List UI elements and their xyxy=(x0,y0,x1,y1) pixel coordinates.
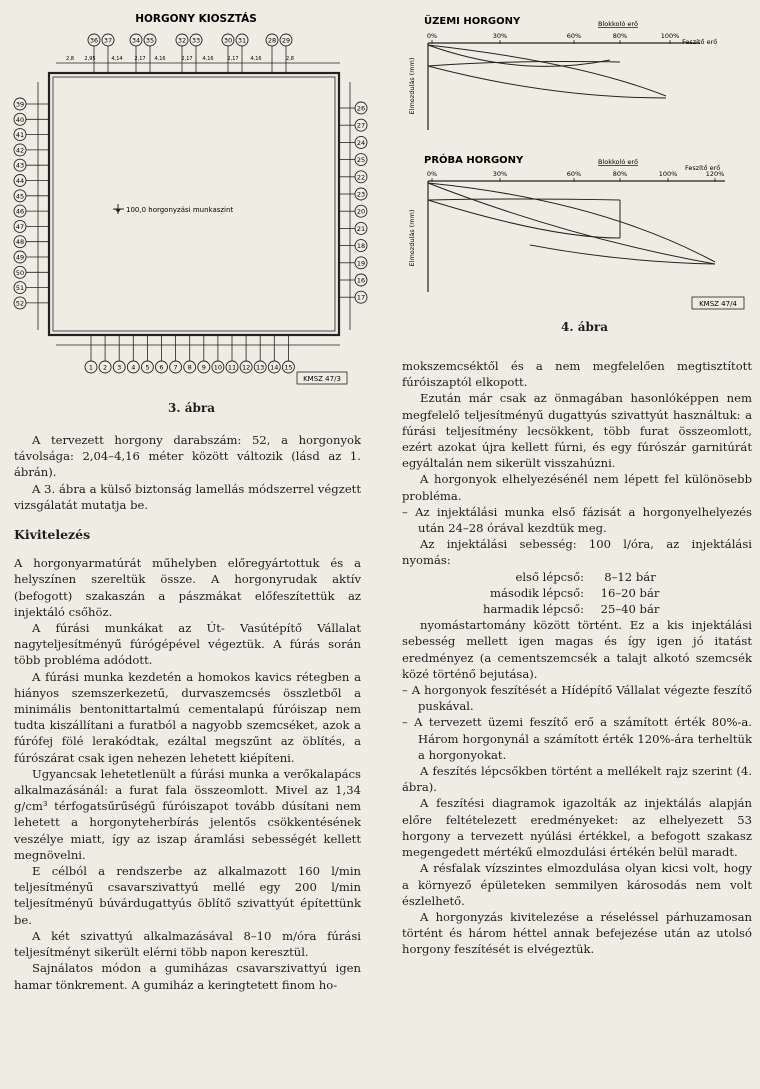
anchor-number-label: 15 xyxy=(284,363,293,372)
anchor-number-label: 26 xyxy=(356,104,366,113)
anchor-number-label: 14 xyxy=(270,363,279,372)
anchor-number-label: 13 xyxy=(256,363,265,372)
spacing-label: 2,8 xyxy=(286,56,294,62)
anchor-number-label: 50 xyxy=(15,268,25,277)
tick-label: 0% xyxy=(426,32,438,40)
left-text-column xyxy=(14,432,361,993)
anchor-number-label: 18 xyxy=(356,242,366,251)
tick-label: 80% xyxy=(612,170,628,178)
figure-4-code: KMSZ 47/4 xyxy=(699,300,737,308)
upper-diagram-title: ÜZEMI HORGONY xyxy=(424,16,521,27)
spacing-label: 2,8 xyxy=(66,56,74,62)
figure-3-title: HORGONY KIOSZTÁS xyxy=(135,13,257,25)
tick-label: 0% xyxy=(426,170,438,178)
datum-level-label: 100,0 horgonyzási munkaszint xyxy=(126,206,234,214)
figure-3-anchor-layout xyxy=(0,0,380,395)
paragraph: A résfalak vízszintes elmozdulása olyan kicsi volt, hogy a környező épületeken semmilyen károsodás nem volt észlelhető. xyxy=(402,861,752,908)
pressure-steps-list xyxy=(454,569,752,618)
anchor-number-label: 46 xyxy=(15,207,25,216)
paragraph: A feszítési diagramok igazolták az injektálás alapján előre feltételezett eredményeket: az elhelyezett 53 horgony a tervezett nyúlási értékkel, a befogott szakasz megengedett mértékű elmozdulási értékén belül maradt. xyxy=(402,796,752,860)
anchor-number-label: 34 xyxy=(131,36,141,45)
paragraph: mokszemcséktől és a nem megfelelően megtisztított fúróiszaptól elkopott. xyxy=(402,359,752,390)
spacing-label: 4,14 xyxy=(111,56,123,62)
paragraph: A feszítés lépcsőkben történt a mellékelt rajz szerint (4. ábra). xyxy=(402,764,752,795)
paragraph: A fúrási munkákat az Út- Vasútépítő Vállalat nagyteljesítményű fúrógépével végeztük. A fúrás során több probléma adódott. xyxy=(14,621,361,668)
anchor-number-label: 42 xyxy=(15,146,25,155)
paragraph: A tervezett horgony darabszám: 52, a horgonyok távolsága: 2,04–4,16 méter között változik (lásd az 1. ábrán). xyxy=(14,433,361,480)
tick-label: 30% xyxy=(492,170,508,178)
figure-4-tensioning-diagrams xyxy=(380,0,760,330)
right-text-column xyxy=(402,358,752,958)
anchor-number-label: 17 xyxy=(356,293,366,302)
tick-label: 60% xyxy=(566,32,582,40)
anchor-number-label: 10 xyxy=(213,363,223,372)
anchor-number-label: 12 xyxy=(241,363,251,372)
lower-y-axis-label: Elmozdulás (mm) xyxy=(408,209,416,267)
paragraph: A horgonyok elhelyezésénél nem lépett fel különösebb probléma. xyxy=(402,472,752,503)
section-heading: Kivitelezés xyxy=(14,527,91,543)
anchor-number-label: 36 xyxy=(89,36,99,45)
upper-blocking-force-label: Blokkoló erő xyxy=(598,20,639,28)
anchor-number-label: 44 xyxy=(15,177,25,185)
anchor-number-label: 41 xyxy=(15,131,25,140)
anchor-number-label: 19 xyxy=(356,259,366,268)
pressure-step: első lépcső: 8–12 bár xyxy=(515,569,656,584)
dash-item: – A tervezett üzemi feszítő erő a számított érték 80%-a. Három horgonynál a számított érték 120%-ára terheltük a horgonyokat. xyxy=(402,715,752,762)
paragraph: E célból a rendszerbe az alkalmazott 160 l/min teljesítményű csavarszivattyú mellé egy 200 l/min teljesítményű búvárdugattyús öblítő szivattyút építettünk be. xyxy=(14,864,361,927)
paragraph: nyomástartomány között történt. Ez a kis injektálási sebesség mellett igen magas és így igen jó itatást eredményez (a cementszemcsék a talajt alkotó szemcsék közé történő bejutása). xyxy=(402,618,752,681)
paragraph: Ugyancsak lehetetlenült a fúrási munka a verőkalapács alkalmazásánál: a furat fala összeomlott. Mivel az 1,34 g/cm³ térfogatsűrűségű fúróiszapot tovább dúsítani nem lehetett a horgonyteherbírás jelentős csökkentésének veszélye miatt, így az iszap áramlási sebességét kellett megnövelni. xyxy=(14,766,361,862)
figure-4-caption: 4. ábra xyxy=(561,320,608,334)
paragraph: Ezután már csak az önmagában hasonlóképpen nem megfelelő teljesítményű dugattyús szivattyút használtuk: a fúrási teljesítmény lecsökkent, több furat összeomlott, ezért azokat újra kellett fúrni, és egy fúrószár garnitúrát egyáltalán nem sikerült visszahúzni. xyxy=(402,391,752,471)
anchor-number-label: 33 xyxy=(191,36,201,45)
anchor-number-label: 45 xyxy=(15,192,25,201)
anchor-number-label: 43 xyxy=(15,161,25,170)
anchor-number-label: 30 xyxy=(223,36,233,45)
anchor-number-label: 32 xyxy=(177,36,187,45)
anchor-number-label: 40 xyxy=(15,115,25,124)
anchor-number-label: 16 xyxy=(356,276,366,285)
spacing-label: 4,16 xyxy=(154,56,166,62)
anchor-number-label: 48 xyxy=(15,238,25,247)
anchor-number-label: 29 xyxy=(281,36,291,45)
anchor-number-label: 49 xyxy=(15,253,25,262)
anchor-number-label: 7 xyxy=(173,363,178,372)
anchor-number-label: 3 xyxy=(117,363,122,372)
anchor-number-label: 28 xyxy=(267,36,277,45)
anchor-number-label: 11 xyxy=(227,363,237,372)
paragraph: Sajnálatos módon a gumiházas csavarszivattyú igen hamar tönkrement. A gumiház a keringtetett finom ho- xyxy=(14,961,361,992)
tick-label: 80% xyxy=(612,32,628,40)
spacing-label: 2,17 xyxy=(134,56,146,62)
paragraph: A horgonyzás kivitelezése a réseléssel párhuzamosan történt és három héttel annak befejezése után az utolsó horgony feszítését is elvégeztük. xyxy=(402,909,752,957)
anchor-number-label: 37 xyxy=(103,36,113,45)
paragraph: A fúrási munka kezdetén a homokos kavics rétegben a hiányos szemszerkezetű, durvaszemcsés összletből a minimális bentonittartalmú cementalapú fúróiszap nem tudta kiszállítani a furatból a nagyobb szemcséket, azok a fúrófej fölé lerakódtak, ezáltal megszűnt az öblítés, a fúrószárat csak igen nehezen lehetett kiépíteni. xyxy=(14,669,361,765)
spacing-label: 2,17 xyxy=(181,56,193,62)
upper-y-axis-label: Elmozdulás (mm) xyxy=(408,57,416,115)
anchor-number-label: 51 xyxy=(15,284,25,293)
anchor-number-label: 27 xyxy=(356,121,366,130)
anchor-number-label: 20 xyxy=(356,207,366,216)
spacing-label: 4,16 xyxy=(202,56,214,62)
paragraph: A horgonyarmatúrát műhelyben előregyártottuk és a helyszínen szereltük össze. A horgonyrudak aktív (befogott) szakaszán a pászmákat előfeszítettük az injektáló csőhöz. xyxy=(14,556,361,619)
anchor-number-label: 31 xyxy=(237,36,247,45)
anchor-number-label: 47 xyxy=(15,222,25,231)
figure-3-caption: 3. ábra xyxy=(168,401,215,415)
anchor-number-label: 21 xyxy=(356,224,366,233)
tick-label: 30% xyxy=(492,32,508,40)
paragraph: Az injektálási sebesség: 100 l/óra, az injektálási nyomás: xyxy=(402,537,752,568)
dash-item: – A horgonyok feszítését a Hídépítő Vállalat végezte feszítő puskával. xyxy=(402,683,752,714)
tick-label: 120% xyxy=(705,170,725,178)
anchor-number-label: 2 xyxy=(103,363,108,372)
spacing-label: 4,16 xyxy=(250,56,262,62)
spacing-label: 2,17 xyxy=(227,56,239,62)
anchor-number-label: 4 xyxy=(131,363,136,372)
figure-3-code: KMSZ 47/3 xyxy=(303,375,341,383)
anchor-number-label: 8 xyxy=(187,363,192,372)
lower-tension-force-label: Feszítő erő xyxy=(685,164,721,172)
dash-item: – Az injektálási munka első fázisát a horgonyelhelyezés után 24–28 órával kezdtük meg. xyxy=(402,504,752,536)
anchor-number-label: 22 xyxy=(356,173,366,182)
spacing-label: 2,95 xyxy=(84,56,96,62)
anchor-number-label: 52 xyxy=(15,299,25,308)
anchor-number-label: 6 xyxy=(159,363,164,372)
anchor-number-label: 35 xyxy=(145,36,155,45)
pressure-step: második lépcső: 16–20 bár xyxy=(490,585,660,600)
paragraph: A két szivattyú alkalmazásával 8–10 m/óra fúrási teljesítményt sikerült elérni több napon keresztül. xyxy=(14,928,361,960)
anchor-number-label: 23 xyxy=(356,190,366,199)
tick-label: 100% xyxy=(658,170,678,178)
anchor-number-label: 24 xyxy=(356,138,366,147)
anchor-number-label: 5 xyxy=(145,363,150,372)
anchor-number-label: 9 xyxy=(201,363,206,372)
anchor-number-label: 25 xyxy=(356,156,366,165)
anchor-number-label: 39 xyxy=(15,100,25,109)
paragraph: A 3. ábra a külső biztonság lamellás módszerrel végzett vizsgálatát mutatja be. xyxy=(14,481,361,512)
tick-label: 100% xyxy=(660,32,680,40)
lower-diagram-title: PRÓBA HORGONY xyxy=(424,155,524,166)
anchor-number-label: 1 xyxy=(88,363,94,372)
upper-tension-force-label: Feszítő erő xyxy=(682,38,718,46)
pressure-step: harmadik lépcső: 25–40 bár xyxy=(483,602,660,617)
lower-blocking-force-label: Blokkoló erő xyxy=(598,158,639,166)
tick-label: 60% xyxy=(566,170,582,178)
datum-level-marker xyxy=(113,204,124,214)
